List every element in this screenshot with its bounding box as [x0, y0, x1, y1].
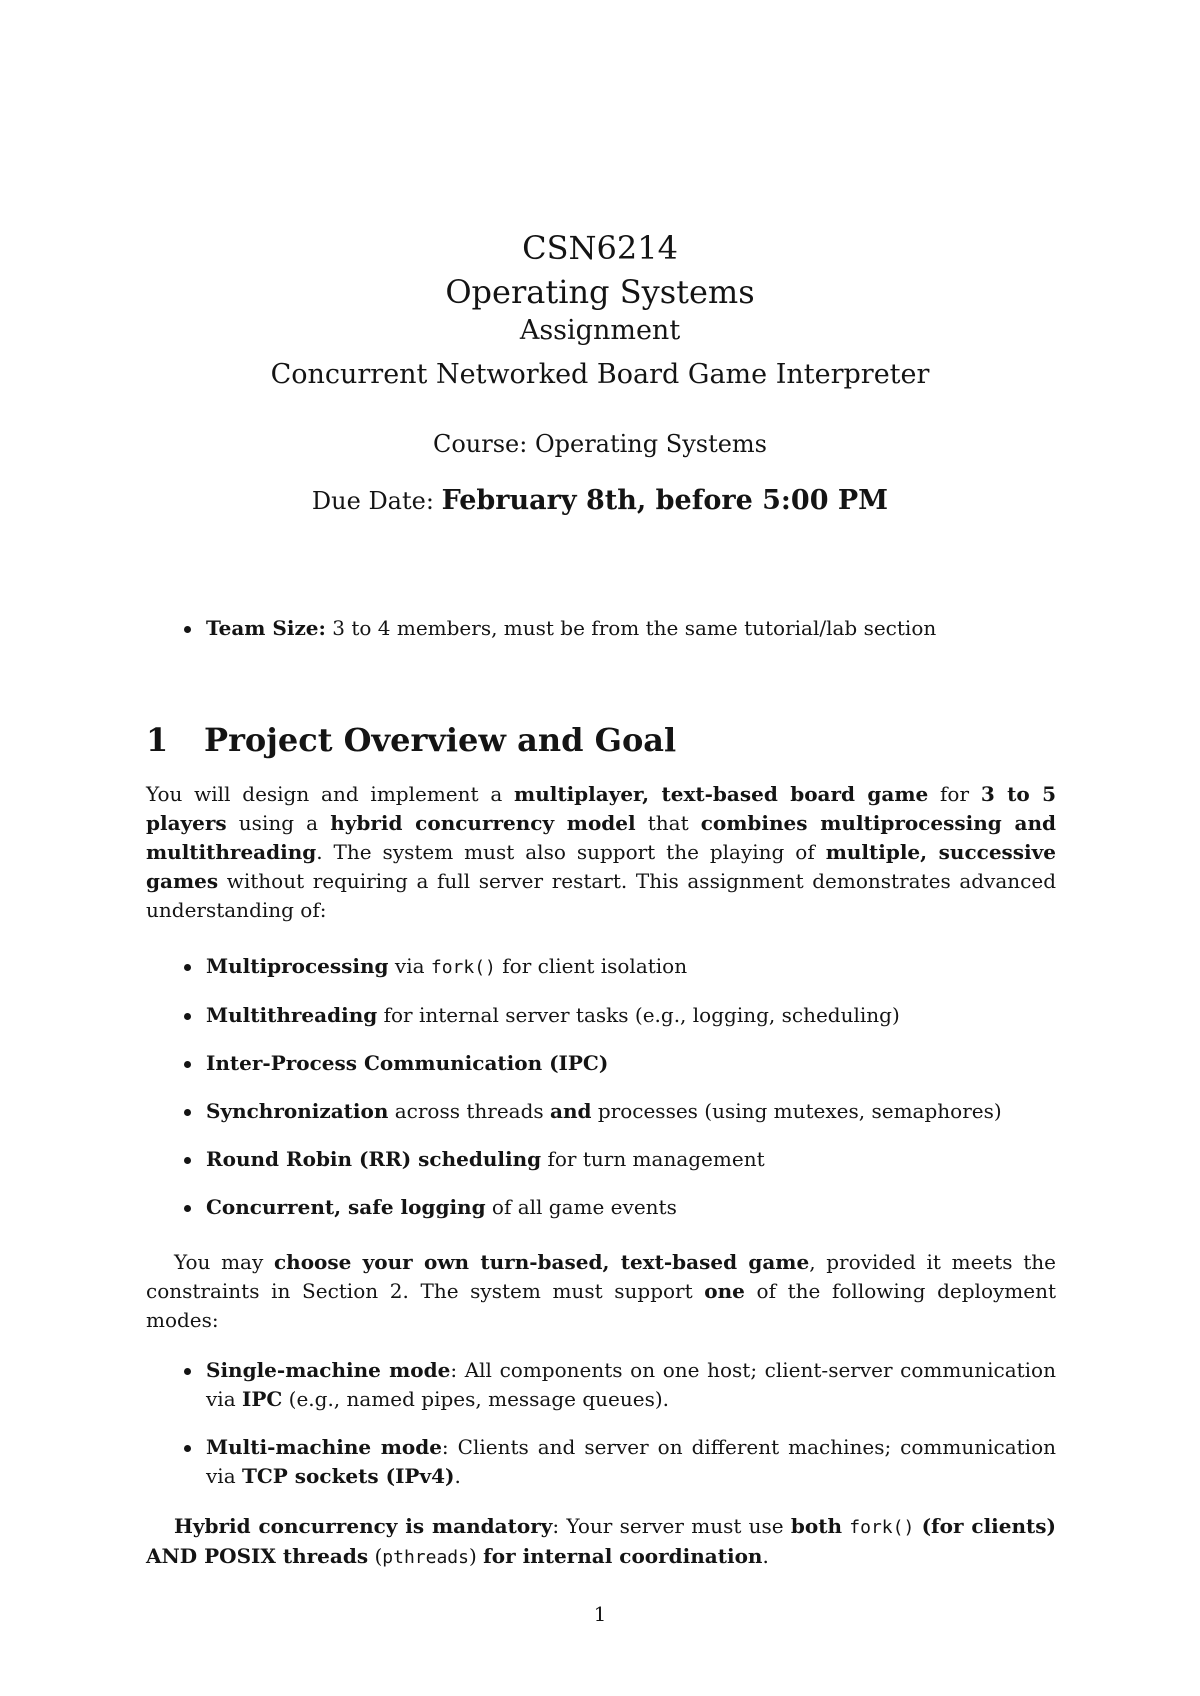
text-run: using a — [226, 811, 331, 835]
document-type: Assignment — [519, 315, 681, 346]
text-run: . — [454, 1464, 461, 1488]
text-run: : Clients and server on different machines; communication via — [206, 1435, 1056, 1488]
team-size-text: 3 to 4 members, must be from the same tutorial/lab section — [325, 616, 937, 640]
bold-text: Single-machine mode — [206, 1358, 451, 1382]
text-run: , provided it meets the constraints in Section 2. The system must support — [146, 1250, 1056, 1303]
bold-text: Multi-machine mode — [206, 1435, 442, 1459]
text-run: for internal server tasks (e.g., logging, scheduling) — [377, 1003, 900, 1027]
hybrid-note-paragraph — [146, 1512, 1056, 1572]
text-run: ) — [468, 1544, 484, 1568]
list-item — [146, 1001, 1056, 1030]
list-item — [146, 952, 1056, 982]
team-size-list — [146, 614, 1056, 643]
section-title: Project Overview and Goal — [204, 721, 677, 759]
bold-text: Round Robin (RR) scheduling — [206, 1147, 542, 1171]
course-name: Operating Systems — [445, 273, 755, 311]
text-run: processes (using mutexes, semaphores) — [591, 1099, 1002, 1123]
list-item — [146, 1097, 1056, 1126]
bold-text: both — [790, 1514, 842, 1538]
text-run: of the following deployment modes: — [146, 1279, 1056, 1332]
due-date-label: Due Date: — [311, 487, 434, 515]
text-run — [914, 1514, 921, 1538]
text-run: of all game events — [485, 1195, 677, 1219]
text-run: for client isolation — [495, 954, 688, 978]
course-line: Course: Operating Systems — [432, 430, 767, 458]
text-run: for turn management — [541, 1147, 765, 1171]
bold-text: and — [550, 1099, 592, 1123]
bold-text: Concurrent, safe logging — [206, 1195, 486, 1219]
bold-text: TCP sockets (IPv4) — [241, 1464, 455, 1488]
bold-text: one — [704, 1279, 745, 1303]
bold-text: (for clients) AND POSIX threads — [146, 1514, 1057, 1568]
code-text: fork() — [430, 957, 496, 978]
bold-text: multiplayer, text-based board game — [514, 782, 929, 806]
bold-text: Synchronization — [206, 1099, 389, 1123]
text-run: that — [635, 811, 701, 835]
page-number: 1 — [593, 1602, 607, 1626]
bold-text: combines multiprocessing and multithreading — [146, 811, 1056, 864]
section-heading — [146, 720, 676, 760]
text-run: . — [762, 1544, 769, 1568]
bold-text: Multithreading — [206, 1003, 378, 1027]
bold-text: hybrid concurrency model — [330, 811, 636, 835]
list-item — [146, 1433, 1056, 1491]
bold-text: multiple, successive games — [146, 840, 1057, 893]
text-run: . The system must also support the playing of — [316, 840, 826, 864]
bold-text: Multiprocessing — [206, 954, 389, 978]
text-run: without requiring a full server restart. This assignment demonstrates advanced understanding of: — [146, 869, 1056, 922]
text-run: via — [388, 954, 431, 978]
bold-text: IPC — [241, 1387, 283, 1411]
list-item — [146, 1145, 1056, 1174]
objectives-list — [146, 952, 1056, 1241]
code-text: pthreads — [382, 1547, 469, 1568]
text-run: ( — [368, 1544, 383, 1568]
due-date-line — [0, 484, 1200, 518]
bold-text: Inter-Process Communication (IPC) — [206, 1051, 609, 1075]
list-item — [146, 1356, 1056, 1414]
text-run: across threads — [388, 1099, 551, 1123]
course-code: CSN6214 — [522, 229, 678, 267]
list-item — [146, 1193, 1056, 1222]
code-text: fork() — [849, 1517, 915, 1538]
bold-text: for internal coordination — [483, 1544, 763, 1568]
text-run: You may — [174, 1250, 274, 1274]
team-size-label: Team Size: — [206, 616, 326, 640]
text-run: : All components on one host; client-server communication via — [206, 1358, 1056, 1411]
text-run: (e.g., named pipes, message queues). — [282, 1387, 670, 1411]
team-size-item — [146, 614, 1056, 643]
choose-game-paragraph — [146, 1248, 1056, 1335]
bold-text: 3 to 5 players — [146, 782, 1057, 835]
text-run: You will design and implement a — [146, 782, 515, 806]
due-date-value: February 8th, before 5:00 PM — [441, 485, 889, 516]
deployment-modes-list — [146, 1356, 1056, 1510]
text-run: for — [928, 782, 981, 806]
intro-paragraph — [146, 780, 1056, 925]
text-run: : Your server must use — [552, 1514, 791, 1538]
list-item — [146, 1049, 1056, 1078]
section-number: 1 — [146, 721, 169, 759]
project-title: Concurrent Networked Board Game Interpreter — [270, 359, 930, 390]
bold-text: Hybrid concurrency is mandatory — [174, 1514, 553, 1538]
bold-text: choose your own turn-based, text-based game — [273, 1250, 810, 1274]
